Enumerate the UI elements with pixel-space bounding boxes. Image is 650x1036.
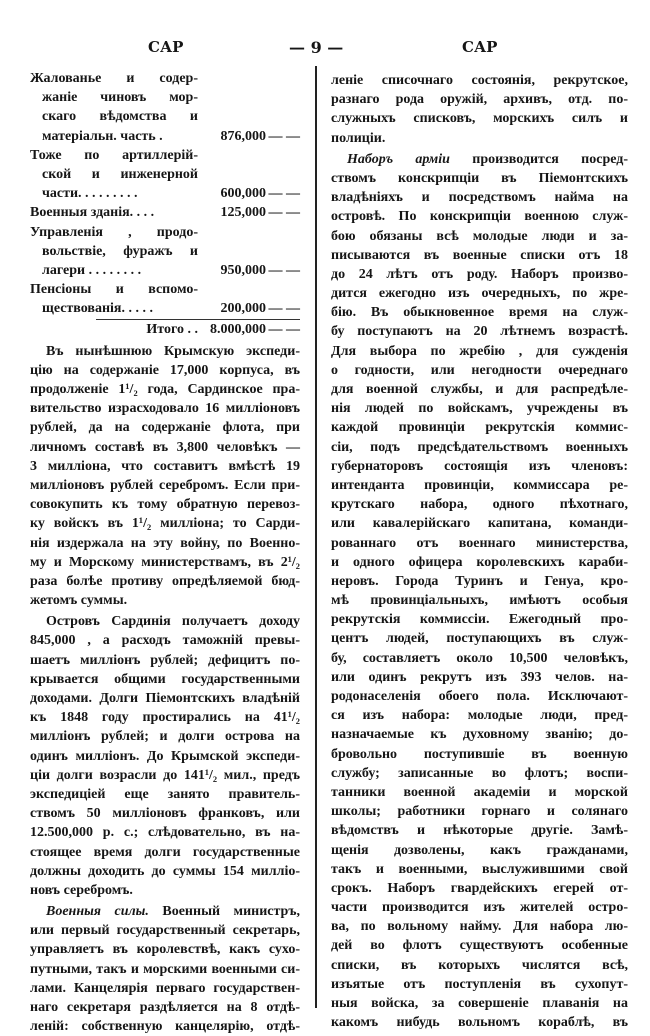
text-line: мѣ провинціальныхъ, имѣютъ особыя	[331, 593, 628, 609]
text-line: писываются въ военные списки отъ 18	[331, 247, 628, 263]
text-line: срокъ. Наборъ гвардейскихъ егерей от-	[331, 880, 628, 896]
text-line: интенданта провинціи, коммиссара ре-	[331, 477, 628, 493]
text-line: ва, по вольному найму. Для набора лю-	[331, 919, 628, 935]
line-text: производится посред-	[449, 151, 628, 167]
left-column	[30, 69, 300, 1036]
right-text	[331, 71, 628, 1032]
text-line: бію. Въ обыкновенное время на служ-	[331, 305, 628, 321]
text-line: милліоновъ рублей серебромъ. Если при-	[30, 477, 300, 493]
text-line: нія людей по войскамъ, учреждены въ	[331, 401, 628, 417]
text-line: путными, такъ и морскими военными си-	[30, 961, 300, 977]
label-line: части. . . . . . . . .	[42, 186, 138, 202]
text-line: дей во флотъ существуютъ особенные	[331, 938, 628, 954]
row-label	[30, 280, 198, 318]
row-amount: 200,000	[220, 301, 266, 317]
text-line: списки, въ которыхъ числятся всѣ,	[331, 957, 628, 973]
text-line: экспедиціей еще занято правитель-	[30, 786, 300, 802]
text-line: ціи долги возрасли до 141¹/₂ мил., предъ	[30, 767, 300, 783]
text-line: дится ежегодно изъ очередныхъ, по жре-	[331, 286, 628, 302]
row-amount: 950,000	[220, 262, 266, 278]
text-line: щенія дозволены, какъ гражданами,	[331, 842, 628, 858]
text-line: службу; записанные во флотъ; воспи-	[331, 765, 628, 781]
row-label	[30, 146, 198, 204]
text-line: стоящее время долги государственные	[30, 844, 300, 860]
text-line: 845,000 , а расходъ таможній превы-	[30, 633, 300, 649]
label-line: Жалованье и содер-	[30, 71, 198, 86]
text-line	[30, 902, 300, 921]
text-line: для военной службы, и для распредѣле-	[331, 382, 628, 397]
text-line: крутскаго набора, одного пѣхотнаго,	[331, 497, 628, 513]
text-line: Островъ Сардинія получаетъ доходу	[46, 614, 300, 630]
total-amount: 8.000,000	[210, 322, 266, 338]
text-line: ствомъ 50 милліоновъ франковъ, или	[30, 806, 300, 822]
text-line: крывается общими государственными	[30, 671, 300, 687]
text-line: 12.500,000 р. с.; слѣдовательно, въ на-	[30, 825, 300, 841]
column-divider	[315, 66, 317, 1008]
page-number: — 9 —	[289, 38, 344, 57]
text-line: родонаселенія обоего пола. Исключают-	[331, 689, 628, 704]
text-line: школы; работники горнаго и солянаго	[331, 804, 628, 820]
lead-heading: Наборъ арміи	[347, 151, 450, 167]
row-dash: — —	[268, 262, 300, 278]
row-label	[30, 203, 198, 222]
text-line: ку войскъ въ 1¹/₂ милліона; то Сарди-	[30, 516, 300, 532]
text-line: 3 милліона, что составитъ вмѣстѣ 19	[30, 458, 300, 474]
row-label	[30, 223, 198, 281]
left-text	[30, 342, 300, 1036]
text-line: леній: собственную канцелярію, отдѣ-	[30, 1019, 300, 1035]
text-line: нія издержала на эту войну, по Военно-	[30, 535, 300, 551]
row-dash: — —	[268, 205, 300, 221]
table-row	[30, 146, 300, 204]
text-line: изъятые отъ поступленія въ сухопут-	[331, 976, 628, 992]
text-line: танники военной академіи и морской	[331, 784, 628, 800]
text-line: Въ нынѣшнюю Крымскую экспеди-	[46, 343, 300, 359]
label-line: Военныя зданія. . . .	[30, 205, 155, 221]
text-line: му и Морскому министерствамъ, въ 2¹/₂	[30, 554, 300, 570]
text-line: бровольно поступившіе въ военную	[331, 746, 628, 762]
text-line: владѣніяхъ и посредствомъ найма на	[331, 190, 628, 206]
label-line: лагери . . . . . . . .	[42, 262, 142, 278]
table-row	[30, 280, 300, 318]
text-line: къ 1848 году простирались на 41¹/₂	[30, 710, 300, 726]
text-line: или первый государственный секретарь,	[30, 923, 300, 939]
label-line: Управленія , продо-	[30, 224, 198, 240]
row-dash: — —	[268, 301, 300, 317]
text-line: жетомъ суммы.	[30, 593, 128, 609]
running-head-right: САР	[462, 38, 498, 56]
paragraph	[30, 342, 300, 611]
text-line: Для выбора по жребію , для сужденія	[331, 343, 628, 359]
text-line: или одинъ рекрутъ изъ 393 челов. на-	[331, 669, 628, 685]
running-head-left: САР	[148, 38, 184, 56]
table-row	[30, 223, 300, 281]
right-column	[331, 69, 628, 1032]
paragraph	[30, 902, 300, 1036]
text-line: новъ серебромъ.	[30, 882, 133, 898]
text-line: такъ и военными, выслужившими свой	[331, 861, 628, 877]
table-row	[30, 203, 300, 222]
row-label	[30, 69, 198, 146]
text-line: и одного офицера королевскихъ караби-	[331, 554, 628, 570]
text-line: неровъ. Города Туринъ и Генуа, кро-	[331, 573, 628, 589]
paragraph	[331, 150, 628, 1033]
text-line: милліонъ рублей; и долги острова на	[30, 729, 300, 745]
text-line: полиціи.	[331, 130, 386, 146]
text-line: какомъ нибудь вольномъ кораблѣ, въ	[331, 1015, 628, 1031]
lead-heading: Военныя силы.	[46, 904, 149, 920]
row-dash: — —	[268, 128, 300, 144]
total-label: Итого . .	[146, 322, 198, 338]
text-line: ныя войска, за совершеніе плаванія на	[331, 996, 628, 1011]
text-line: ся изъ набора: молодые люди, пред-	[331, 708, 628, 724]
text-line: разнаго рода оружій, архивъ, отд. по-	[331, 92, 628, 108]
text-line: служныхъ списковъ, морскихъ силъ и	[331, 111, 628, 127]
text-line: совокупить къ тому обратную перевоз-	[30, 497, 300, 513]
text-line: бою обязаны всѣ молодые люди и за-	[331, 228, 628, 244]
label-line: Пенсіоны и вспомо-	[30, 282, 198, 298]
text-line: до 24 лѣтъ отъ роду. Наборъ произво-	[331, 266, 628, 282]
text-line: сіи, подъ предсѣдательствомъ военныхъ	[331, 439, 628, 455]
text-line: должны доходить до суммы 154 милліо-	[30, 863, 300, 879]
total-dash: — —	[268, 322, 300, 338]
text-line: леніе списочнаго состоянія, рекрутское,	[331, 73, 628, 88]
text-line: бу поступаютъ на 20 лѣтнемъ возрастѣ.	[331, 324, 628, 340]
text-line: назначаемые къ духовному званію; до-	[331, 727, 628, 743]
row-amount: 125,000	[220, 205, 266, 221]
text-line: центъ людей, поступающихъ въ служ-	[331, 631, 628, 647]
paragraph	[331, 71, 628, 148]
line-text: Военный министръ,	[148, 904, 300, 920]
label-line: ществованія. . . . .	[42, 301, 154, 317]
text-line: управляетъ въ королевствѣ, какъ сухо-	[30, 942, 300, 958]
text-line: бу, составляетъ около 10,500 человѣкъ,	[331, 650, 628, 666]
text-line: рублей, да на содержаніе флота, при	[30, 420, 300, 436]
text-line: каждой провинціи рекрутскія коммис-	[331, 420, 628, 436]
text-line: ствомъ конскрипціи въ Піемонтскихъ	[331, 170, 628, 186]
label-line: матеріальн. часть .	[42, 128, 163, 144]
text-line: продолженіе 1¹/₂ года, Сардинское пра-	[30, 382, 300, 397]
row-amount: 876,000	[220, 128, 266, 144]
text-line: одинъ милліонъ. До Крымской экспеди-	[30, 748, 300, 764]
text-line: вительство израсходовало 16 милліоновъ	[30, 401, 300, 417]
text-line: доходами. Долги Піемонтскихъ владѣній	[30, 691, 300, 706]
text-line: губернаторовъ состоящія изъ членовъ:	[331, 458, 628, 474]
text-line: личномъ составѣ въ 3,800 человѣкъ —	[30, 439, 300, 455]
text-line: островѣ. По конскрипціи военною служ-	[331, 209, 628, 225]
label-line: скаго вѣдомства и	[42, 109, 198, 125]
label-line: Тоже по артиллерій-	[30, 147, 198, 163]
text-line: шаетъ милліонъ рублей; дефицитъ по-	[30, 652, 300, 668]
text-line	[331, 150, 628, 169]
table-total	[30, 320, 300, 339]
table-row	[30, 69, 300, 146]
text-line: цію на содержаніе 17,000 корпуса, въ	[30, 362, 300, 378]
row-dash: — —	[268, 186, 300, 202]
text-line: наго секретаря раздѣляется на 8 отдѣ-	[30, 1000, 300, 1015]
text-line: части производится изъ жителей остро-	[331, 900, 628, 916]
label-line: ской и инженерной	[42, 166, 198, 182]
row-amount: 600,000	[220, 186, 266, 202]
text-line: рованнаго отъ военнаго министерства,	[331, 535, 628, 551]
label-line: вольствіе, фуражъ и	[42, 243, 198, 259]
paragraph	[30, 612, 300, 900]
budget-table	[30, 69, 300, 340]
text-line: лами. Канцелярія перваго государствен-	[30, 980, 300, 996]
text-line: вѣдомствъ и нѣкоторые другіе. Замѣ-	[331, 823, 628, 839]
label-line: жаніе чиновъ мор-	[42, 90, 198, 106]
text-line: о годности, или негодности очереднаго	[331, 362, 628, 378]
text-line: раза болѣе противу опредѣляемой бюд-	[30, 573, 300, 589]
text-line: рекрутскія коммиссіи. Ежегодный про-	[331, 612, 628, 628]
text-line: или кавалерійскаго капитана, команди-	[331, 516, 628, 532]
